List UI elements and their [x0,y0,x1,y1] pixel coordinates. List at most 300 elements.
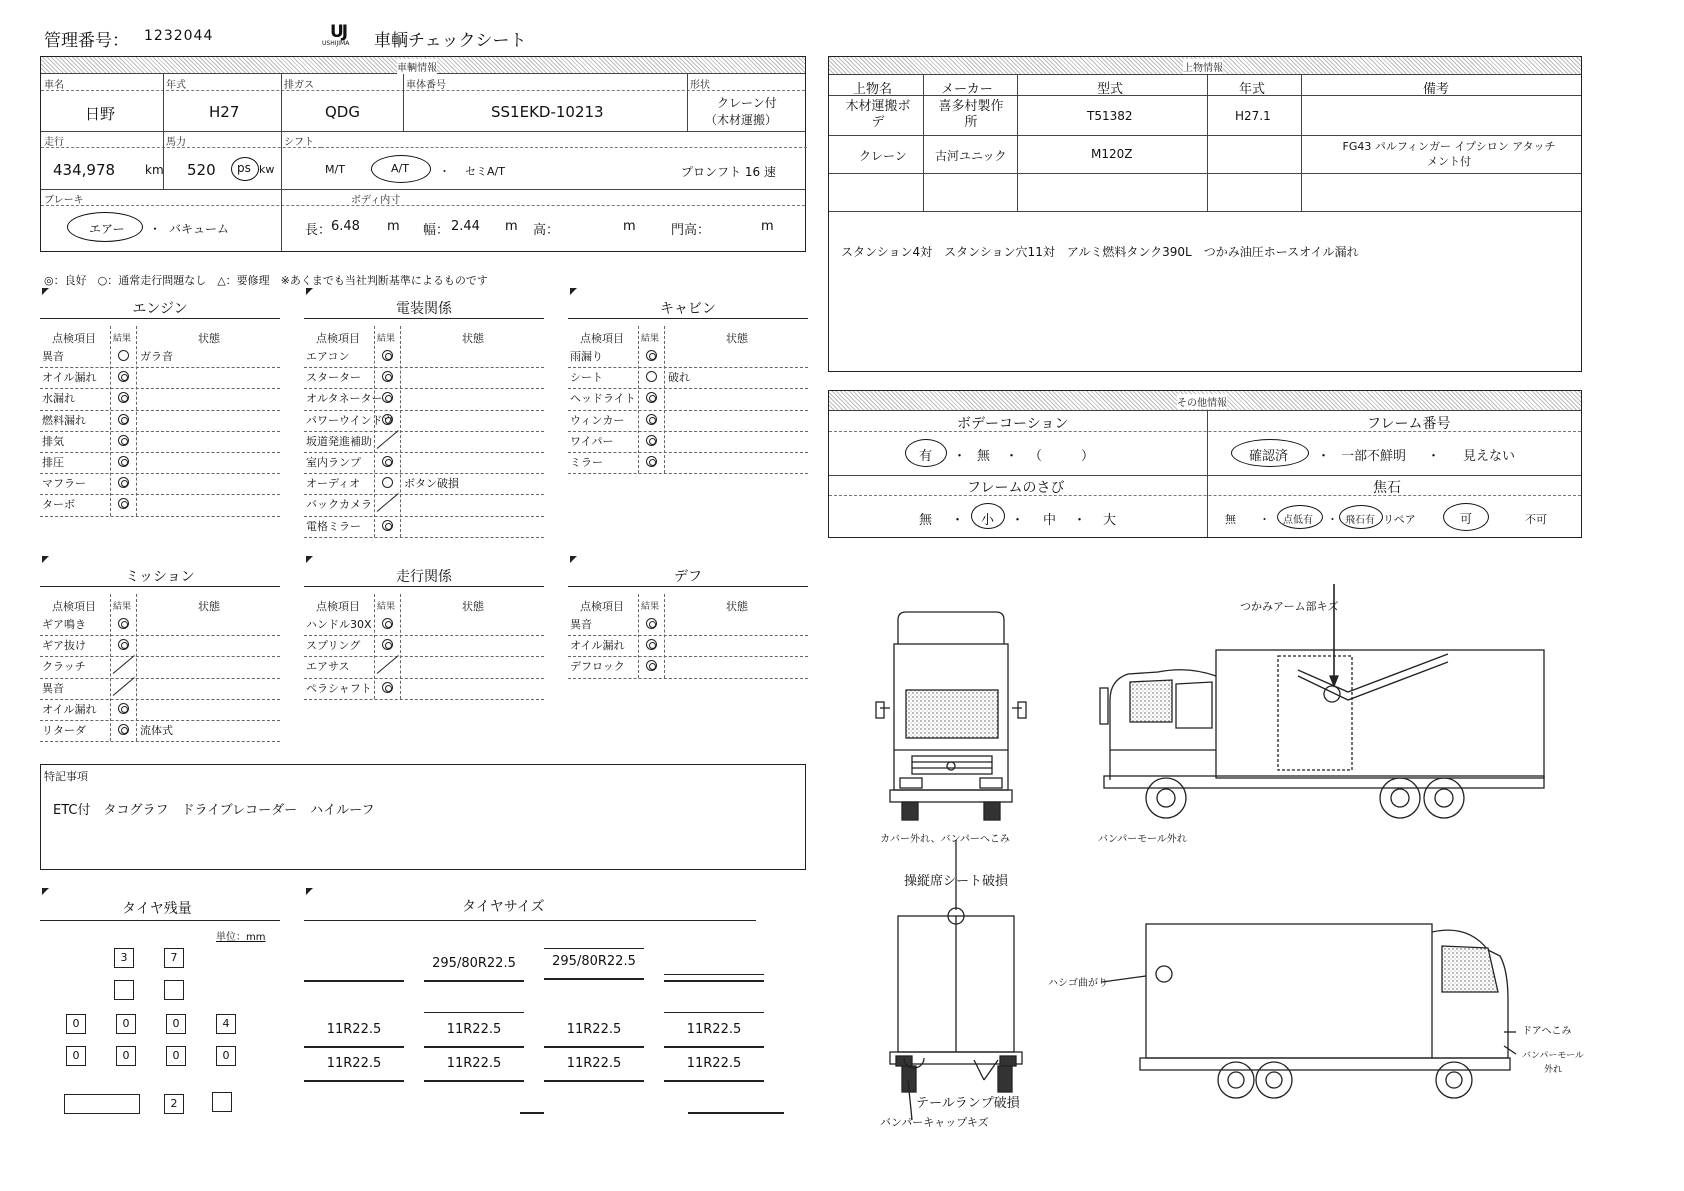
col-state: 状態 [726,332,748,345]
size-underline [424,1046,524,1048]
sep: ・ [1005,449,1019,464]
eq-header-name: 上物名 [853,82,893,97]
vehicle-shape-1: クレーン付 [717,96,777,110]
col-divider [136,326,137,516]
result-mark [118,477,129,488]
damage-arm: つかみアーム部キズ [1240,600,1339,613]
size-underline [664,1080,764,1082]
sep: ・ [1327,513,1338,526]
result-mark [382,414,393,425]
damage-ladder: ハシゴ曲がり [1048,978,1108,989]
size-underline [544,1046,644,1048]
row-rule [304,452,544,453]
flag-icon [42,888,49,895]
coat-yes: 有 [919,449,933,464]
inspection-item: ギア鳴き [42,618,86,631]
size-underline [304,980,404,982]
frame-invisible: 見えない [1463,449,1516,464]
inspection-item: リターダ [42,724,86,737]
inspection-item: オイル漏れ [570,639,625,653]
row-rule [304,494,544,495]
vehicle-exhaust: QDG [325,103,360,121]
row-rule [568,367,808,368]
result-mark [646,456,657,467]
result-mark [646,392,657,403]
notes-text: ETC付 タコグラフ ドライブレコーダー ハイルーフ [53,803,375,818]
header [44,22,744,52]
equipment-panel [828,56,1582,372]
inspection-item: 排圧 [42,456,64,469]
row-rule [568,431,808,432]
eq-header-maker: メーカー [941,82,993,97]
inspection-item: オーディオ [306,477,361,491]
flag-icon [306,556,313,563]
inspection-item: シート [570,371,603,385]
result-mark [382,477,393,488]
cut-none: 無 [1225,513,1236,526]
col-divider [374,594,375,699]
result-mark [118,703,129,714]
tire-size-rear2: 11R22.5 [446,1056,502,1071]
truck-side-view-2 [1102,924,1516,1098]
result-mark [118,414,129,425]
size-underline [304,1046,404,1048]
result-mark [646,371,657,382]
size-underline [664,980,764,982]
tire-rear2: 0 [66,1046,86,1066]
inspection-item: オイル漏れ [42,702,97,716]
section-rule [304,318,544,319]
other-info-panel [828,390,1582,538]
width-value: 2.44 [451,219,480,234]
inspection-state: 流体式 [140,724,173,737]
section-rule [40,318,280,319]
row-rule [40,452,280,453]
tire-spare-3 [212,1092,232,1112]
tire-remain-title: タイヤ残量 [122,901,192,917]
col-item: 点検項目 [316,332,360,345]
mileage-unit: km [145,163,164,177]
col-result: 結果 [377,602,396,612]
name-label: 車名 [44,80,64,91]
tire-size-rear2: 11R22.5 [566,1056,622,1071]
electric-title: 電装関係 [396,301,452,317]
result-mark [118,498,129,509]
frame-partial: 一部不鮮明 [1341,449,1407,464]
damage-bumper-mole2a: バンパーモール [1522,1051,1584,1061]
size-underline [544,978,644,980]
tire-rear1: 0 [116,1014,136,1034]
eq-header-year: 年式 [1239,82,1266,97]
section-rule [568,586,808,587]
inspection-item: 坂道発進補助 [306,434,372,448]
size-underline [424,1012,524,1013]
equipment-note-text: スタンション4対 スタンション穴11対 アルミ燃料タンク390L つかみ油圧ホースオイル漏れ [841,245,1359,259]
inspection-item: オイル漏れ [42,371,97,385]
row-rule [304,431,544,432]
inspection-item: 異音 [42,681,64,695]
vehicle-info-panel [40,56,806,252]
brake-sep: ・ [149,222,162,236]
row-rule [568,656,808,657]
inspection-item: ペラシャフト [306,681,372,695]
slash-mark [377,430,399,449]
inspection-item: クラッチ [42,660,86,674]
inspection-item: スプリング [306,639,361,653]
tire-size-rear1: 11R22.5 [566,1022,622,1037]
other-info-title: その他情報 [1177,394,1227,409]
row-rule [304,678,544,679]
shift-semi: セミA/T [465,165,505,178]
row-rule [40,699,280,700]
shape-label: 形状 [690,80,710,91]
tire-size-front-1: 295/80R22.5 [432,956,516,971]
result-mark [382,682,393,693]
row-rule [568,388,808,389]
col-result: 結果 [641,334,660,344]
result-mark [118,435,129,446]
len-value: 6.48 [331,219,360,234]
mgmt-number: 1232044 [144,28,214,44]
size-underline [664,974,764,975]
row-rule [40,656,280,657]
damage-door: ドアへこみ [1522,1026,1572,1037]
vehicle-chassis: SS1EKD-10213 [491,103,604,121]
row-rule [304,516,544,517]
brake-air: エアー [89,222,125,236]
row-rule [304,473,544,474]
inspection-item: デフロック [570,660,625,674]
gate-label: 門高： [671,223,711,238]
sep: ・ [1011,513,1025,528]
inspection-item: ミラー [570,456,603,469]
rust-none: 無 [919,513,933,528]
equipment-title: 上物情報 [1183,59,1223,74]
year-label: 年式 [166,80,186,91]
slash-mark [113,656,135,675]
tire-front-right: 7 [164,948,184,968]
inspection-item: パワーウインドウ [306,413,394,427]
flag-icon [306,288,313,295]
running-title: 走行関係 [396,569,452,585]
damage-bumper-cap: バンパーキャップキズ [880,1116,989,1129]
row-rule [568,410,808,411]
logo-sub: USHIJIMA [322,40,350,47]
inspection-state: ボタン破損 [404,477,459,491]
height-unit: m [623,219,636,234]
rust-mid: 中 [1043,513,1057,528]
tire-spare-1 [64,1094,140,1114]
result-mark [646,639,657,650]
col-state: 状態 [198,600,220,613]
inspection-state: 破れ [668,371,690,385]
result-mark [382,639,393,650]
sep: ・ [1073,513,1087,528]
row-rule [40,388,280,389]
tire-size-title: タイヤサイズ [462,899,545,915]
tire-rear2: 0 [116,1046,136,1066]
truck-diagrams [828,580,1588,1140]
row-rule [40,431,280,432]
col-result: 結果 [641,602,660,612]
section-rule [304,586,544,587]
flag-icon [42,288,49,295]
damage-front: カバー外れ、バンパーへこみ [880,834,1010,845]
eq-row2-model: M120Z [1091,147,1133,161]
col-item: 点検項目 [52,600,96,613]
result-mark [118,639,129,650]
tire-rear2: 0 [166,1046,186,1066]
coat-paren: （ ） [1029,449,1095,464]
gate-unit: m [761,219,774,234]
col-result: 結果 [113,602,132,612]
row-rule [304,388,544,389]
section-rule [40,586,280,587]
row-rule [568,678,808,679]
tire-rear1: 4 [216,1014,236,1034]
inspection-item: マフラー [42,477,86,491]
cut-repair: リペア [1383,513,1416,526]
vehicle-year: H27 [209,103,240,121]
section-rule [568,318,808,319]
truck-front-view [876,612,1026,820]
eq-row1-name: 木材運搬ボデ [845,99,911,130]
coat-label: ボデーコーション [957,416,1069,432]
row-rule [304,635,544,636]
flag-icon [570,288,577,295]
size-underline [304,1080,404,1082]
sep: ・ [1317,449,1331,464]
row-rule [304,367,544,368]
result-mark [646,618,657,629]
col-item: 点検項目 [580,600,624,613]
inspection-item: ギア抜け [42,639,86,653]
eq-row2-note: FG43 パルフィンガー イプシロン アタッチメント付 [1342,140,1556,168]
damage-bumper-mole2b: 外れ [1544,1065,1563,1075]
inspection-item: 燃料漏れ [42,413,86,427]
eq-header-model: 型式 [1097,82,1124,97]
flag-icon [570,556,577,563]
size-underline [688,1112,784,1114]
size-underline [664,1012,764,1013]
result-mark [118,350,129,361]
vehicle-shape-2: （木材運搬） [705,113,778,127]
len-unit: m [387,219,400,234]
sep: ・ [1427,449,1441,464]
engine-title: エンジン [132,301,188,317]
logo-icon: UJ [330,22,347,42]
mgmt-label: 管理番号： [44,31,129,51]
brake-vac: バキューム [169,222,230,236]
row-rule [304,656,544,657]
mission-title: ミッション [125,569,195,585]
inspection-item: 室内ランプ [306,456,361,469]
result-mark [382,392,393,403]
rust-label: フレームのさび [967,480,1065,496]
slash-mark [113,677,135,696]
width-label: 幅： [423,223,450,238]
row-rule [40,516,280,517]
exhaust-label: 排ガス [284,80,314,91]
row-rule [304,410,544,411]
hp-label: 馬力 [166,137,186,148]
inspection-item: ハンドル30X [306,618,372,631]
slash-mark [377,656,399,675]
inspection-item: 異音 [42,350,64,363]
vehicle-info-title: 車輌情報 [397,59,437,74]
tire-size-rear1: 11R22.5 [326,1022,382,1037]
height-label: 高： [533,223,560,238]
cut-label: 焦石 [1373,480,1401,496]
size-underline [544,948,644,949]
row-rule [40,473,280,474]
diff-title: デフ [674,569,702,585]
eq-header-note: 備考 [1423,82,1450,97]
tire-size-rear1: 11R22.5 [446,1022,502,1037]
tire-size-front-2: 295/80R22.5 [552,954,636,969]
inspection-item: 排気 [42,434,64,448]
col-divider [400,594,401,699]
hp-kw: kw [259,163,275,176]
notes-label: 特記事項 [44,770,88,783]
eq-row1-year: H27.1 [1235,109,1271,123]
result-mark [118,371,129,382]
cut-ok: 可 [1460,512,1473,526]
inspection-item: 水漏れ [42,392,75,406]
tire-unit: 単位：mm [216,932,266,943]
row-rule [304,699,544,700]
inspection-item: エアサス [306,660,350,674]
size-underline [424,1080,524,1082]
cut-has: 飛石有 [1345,515,1375,526]
pronto: プロンフト 16 速 [681,165,776,179]
brake-label: ブレーキ [44,195,84,206]
row-rule [568,452,808,453]
rust-small: 小 [981,513,995,528]
col-state: 状態 [198,332,220,345]
inspection-item: ヘッドライト [570,392,636,406]
col-item: 点検項目 [316,600,360,613]
frame-no-label: フレーム番号 [1367,416,1451,432]
equipment-header [829,57,1581,75]
shift-mt: M/T [325,163,345,176]
inspection-item: 電格ミラー [306,519,361,533]
other-info-header [829,391,1581,411]
col-item: 点検項目 [580,332,624,345]
row-rule [40,741,280,742]
eq-row1-model: T51382 [1087,109,1133,123]
inspection-item: バックカメラ [306,498,372,512]
page-title: 車輌チェックシート [374,31,527,51]
tire-rear2: 0 [216,1046,236,1066]
flag-icon [306,888,313,895]
sep: ・ [953,449,967,464]
col-state: 状態 [462,600,484,613]
damage-bumper-mole: バンパーモール外れ [1098,834,1187,845]
slash-mark [377,494,399,513]
cut-ng: 不可 [1525,513,1547,526]
sep: ・ [1259,513,1270,526]
vehicle-info-header [41,57,805,74]
truck-side-view [1100,584,1544,818]
result-mark [118,724,129,735]
vehicle-name: 日野 [85,105,116,123]
mileage-label: 走行 [44,137,64,148]
eq-row2-name: クレーン [859,149,907,163]
len-label: 長： [305,223,332,238]
result-mark [646,350,657,361]
result-mark [382,520,393,531]
width-unit: m [505,219,518,234]
tire-spare-2: 2 [164,1094,184,1114]
tire-rear1: 0 [166,1014,186,1034]
damage-seat: 操縦席シート破損 [904,874,1009,889]
tire-size-rear2: 11R22.5 [326,1056,382,1071]
col-state: 状態 [462,332,484,345]
result-mark [382,371,393,382]
row-rule [40,720,280,721]
frame-confirmed: 確認済 [1249,449,1289,464]
row-rule [304,537,544,538]
result-mark [118,392,129,403]
col-result: 結果 [377,334,396,344]
row-rule [40,367,280,368]
result-mark [646,435,657,446]
inspection-state: ガラ音 [140,350,173,363]
notes-panel [40,764,806,870]
result-mark [118,456,129,467]
row-rule [40,635,280,636]
tire-row2-right [164,980,184,1000]
size-underline [664,1046,764,1048]
result-mark [646,660,657,671]
cabin-title: キャビン [660,301,716,317]
size-underline [424,980,524,982]
row-rule [40,410,280,411]
inspection-item: 雨漏り [570,350,603,363]
eq-row1-maker: 喜多村製作所 [938,99,1004,130]
damage-tail: テールランプ破損 [916,1096,1020,1111]
result-mark [646,414,657,425]
inspection-item: スターター [306,371,361,385]
sep: ・ [951,513,965,528]
shift-label: シフト [284,137,314,148]
shift-at: A/T [391,162,409,175]
result-mark [382,350,393,361]
inspection-item: ウィンカー [570,413,625,427]
cut-welded: 点低有 [1283,515,1313,526]
col-item: 点検項目 [52,332,96,345]
coat-no: 無 [977,449,991,464]
size-underline [520,1112,544,1114]
inspection-item: ターボ [42,498,75,512]
row-rule [40,494,280,495]
hp-value: 520 [187,161,216,179]
col-divider [110,326,111,516]
row-rule [568,473,808,474]
body-label: ボディ内寸 [351,195,401,206]
tire-front-left: 3 [114,948,134,968]
mileage-value: 434,978 [53,161,116,179]
inspection-item: エアコン [306,350,350,363]
hp-ps: ps [237,161,251,175]
col-result: 結果 [113,334,132,344]
legend: ◎：良好 ○：通常走行問題なし △：要修理 ※あくまでも当社判断基準によるものです [44,274,488,287]
result-mark [382,456,393,467]
col-state: 状態 [726,600,748,613]
result-mark [118,618,129,629]
tire-rear1: 0 [66,1014,86,1034]
